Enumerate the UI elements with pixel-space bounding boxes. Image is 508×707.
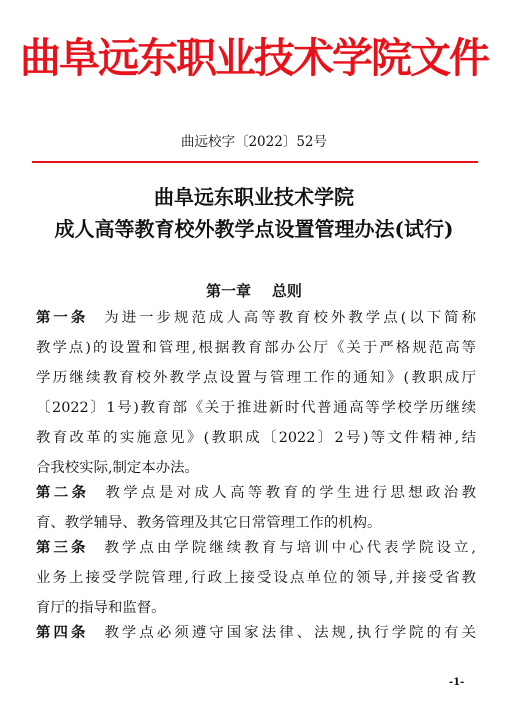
document-header-title: 曲阜远东职业技术学院文件 [20, 34, 488, 82]
article-1-label: 第一条 [36, 310, 89, 326]
article-4-label: 第四条 [36, 625, 89, 641]
article-1-line-1 [36, 308, 476, 328]
article-3-line-1 [36, 538, 476, 558]
document-number: 曲远校字〔2022〕52号 [180, 134, 328, 150]
article-2-label: 第二条 [36, 485, 90, 501]
article-3-line-2: 业务上接受学院管理,行政上接受设点单位的领导,并接受省教 [36, 570, 476, 586]
page-number: -1- [449, 677, 465, 688]
article-1-line-4: 〔2022〕1号)教育部《关于推进新时代普通高等学校学历继续 [36, 400, 476, 416]
article-2-line-2: 育、教学辅导、教务管理及其它日常管理工作的机构。 [36, 515, 382, 531]
article-3-text: 教学点由学院继续教育与培训中心代表学院设立, [104, 540, 476, 556]
article-4-text: 教学点必须遵守国家法律、法规,执行学院的有关 [104, 625, 476, 641]
article-3-line-3: 育厅的指导和监督。 [36, 600, 166, 616]
article-4-line-1 [36, 623, 476, 643]
article-2-text: 教学点是对成人高等教育的学生进行思想政治教 [105, 485, 476, 501]
article-2-line-1 [36, 483, 476, 503]
article-1-line-2: 教学点)的设置和管理,根据教育部办公厅《关于严格规范高等 [36, 340, 476, 356]
document-title-line-1: 曲阜远东职业技术学院 [154, 185, 354, 209]
article-1-text: 为进一步规范成人高等教育校外教学点(以下简称 [104, 310, 476, 326]
article-1-line-6: 合我校实际,制定本办法。 [36, 460, 199, 476]
article-1-line-3: 学历继续教育校外教学点设置与管理工作的通知》(教职成厅 [36, 370, 476, 386]
chapter-heading: 第一章 总则 [206, 282, 302, 300]
article-3-label: 第三条 [36, 540, 89, 556]
document-title-line-2: 成人高等教育校外教学点设置管理办法(试行) [54, 217, 454, 241]
article-1-line-5: 教育改革的实施意见》(教职成〔2022〕2号)等文件精神,结 [36, 430, 476, 446]
red-divider-line [32, 161, 478, 163]
